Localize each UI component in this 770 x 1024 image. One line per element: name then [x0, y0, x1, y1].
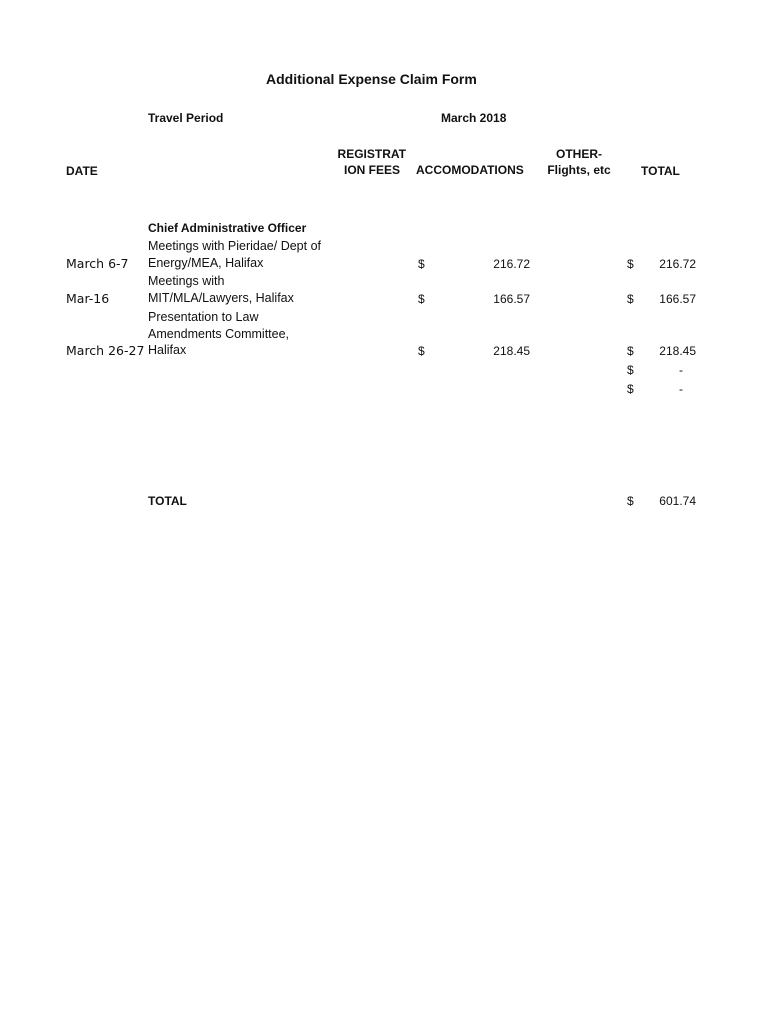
travel-period-value: March 2018 — [441, 111, 507, 125]
form-title: Additional Expense Claim Form — [266, 71, 477, 87]
row-total-currency: $ — [627, 363, 634, 377]
row-total-amount: - — [679, 382, 683, 396]
row-description-line: MIT/MLA/Lawyers, Halifax — [148, 290, 294, 305]
row-description-line: Halifax — [148, 343, 187, 357]
grand-total-label: TOTAL — [148, 494, 187, 508]
row-accommodations-currency: $ — [418, 257, 425, 271]
row-description — [148, 309, 289, 359]
row-description — [148, 238, 321, 271]
row-date: March 26-27 — [66, 343, 145, 358]
column-header-total: TOTAL — [641, 164, 680, 178]
travel-period-label: Travel Period — [148, 111, 224, 125]
row-total-amount: 166.57 — [659, 292, 696, 306]
row-date: March 6-7 — [66, 256, 129, 271]
row-total-amount: 216.72 — [659, 257, 696, 271]
column-header-date: DATE — [66, 164, 98, 178]
row-description-line: Presentation to Law — [148, 310, 259, 324]
column-header-accommodations: ACCOMODATIONS — [416, 163, 524, 177]
row-total-currency: $ — [627, 382, 634, 396]
row-description-line: Meetings with — [148, 274, 225, 288]
column-header-registration-line2: ION FEES — [343, 163, 400, 177]
grand-total-amount: 601.74 — [659, 494, 696, 508]
row-total-currency: $ — [627, 292, 634, 306]
row-accommodations-amount: 166.57 — [493, 292, 530, 306]
row-accommodations-amount: 218.45 — [493, 344, 530, 358]
row-date: Mar-16 — [66, 291, 110, 306]
column-header-other-line1: OTHER- — [556, 147, 602, 161]
row-description-line: Meetings with Pieridae/ Dept of — [148, 239, 322, 253]
column-header-other-line2: Flights, etc — [547, 163, 611, 177]
row-total-amount: - — [679, 363, 683, 377]
row-description-line: Amendments Committee, — [148, 326, 290, 341]
row-accommodations-currency: $ — [418, 344, 425, 358]
row-total-currency: $ — [627, 344, 634, 358]
row-description-line: Energy/MEA, Halifax — [148, 255, 264, 270]
row-total-amount: 218.45 — [659, 344, 696, 358]
row-accommodations-amount: 216.72 — [493, 257, 530, 271]
column-header-registration-line1: REGISTRAT — [337, 147, 406, 161]
row-description — [148, 273, 294, 306]
grand-total-currency: $ — [627, 494, 634, 508]
section-title: Chief Administrative Officer — [148, 221, 307, 235]
row-accommodations-currency: $ — [418, 292, 425, 306]
row-total-currency: $ — [627, 257, 634, 271]
